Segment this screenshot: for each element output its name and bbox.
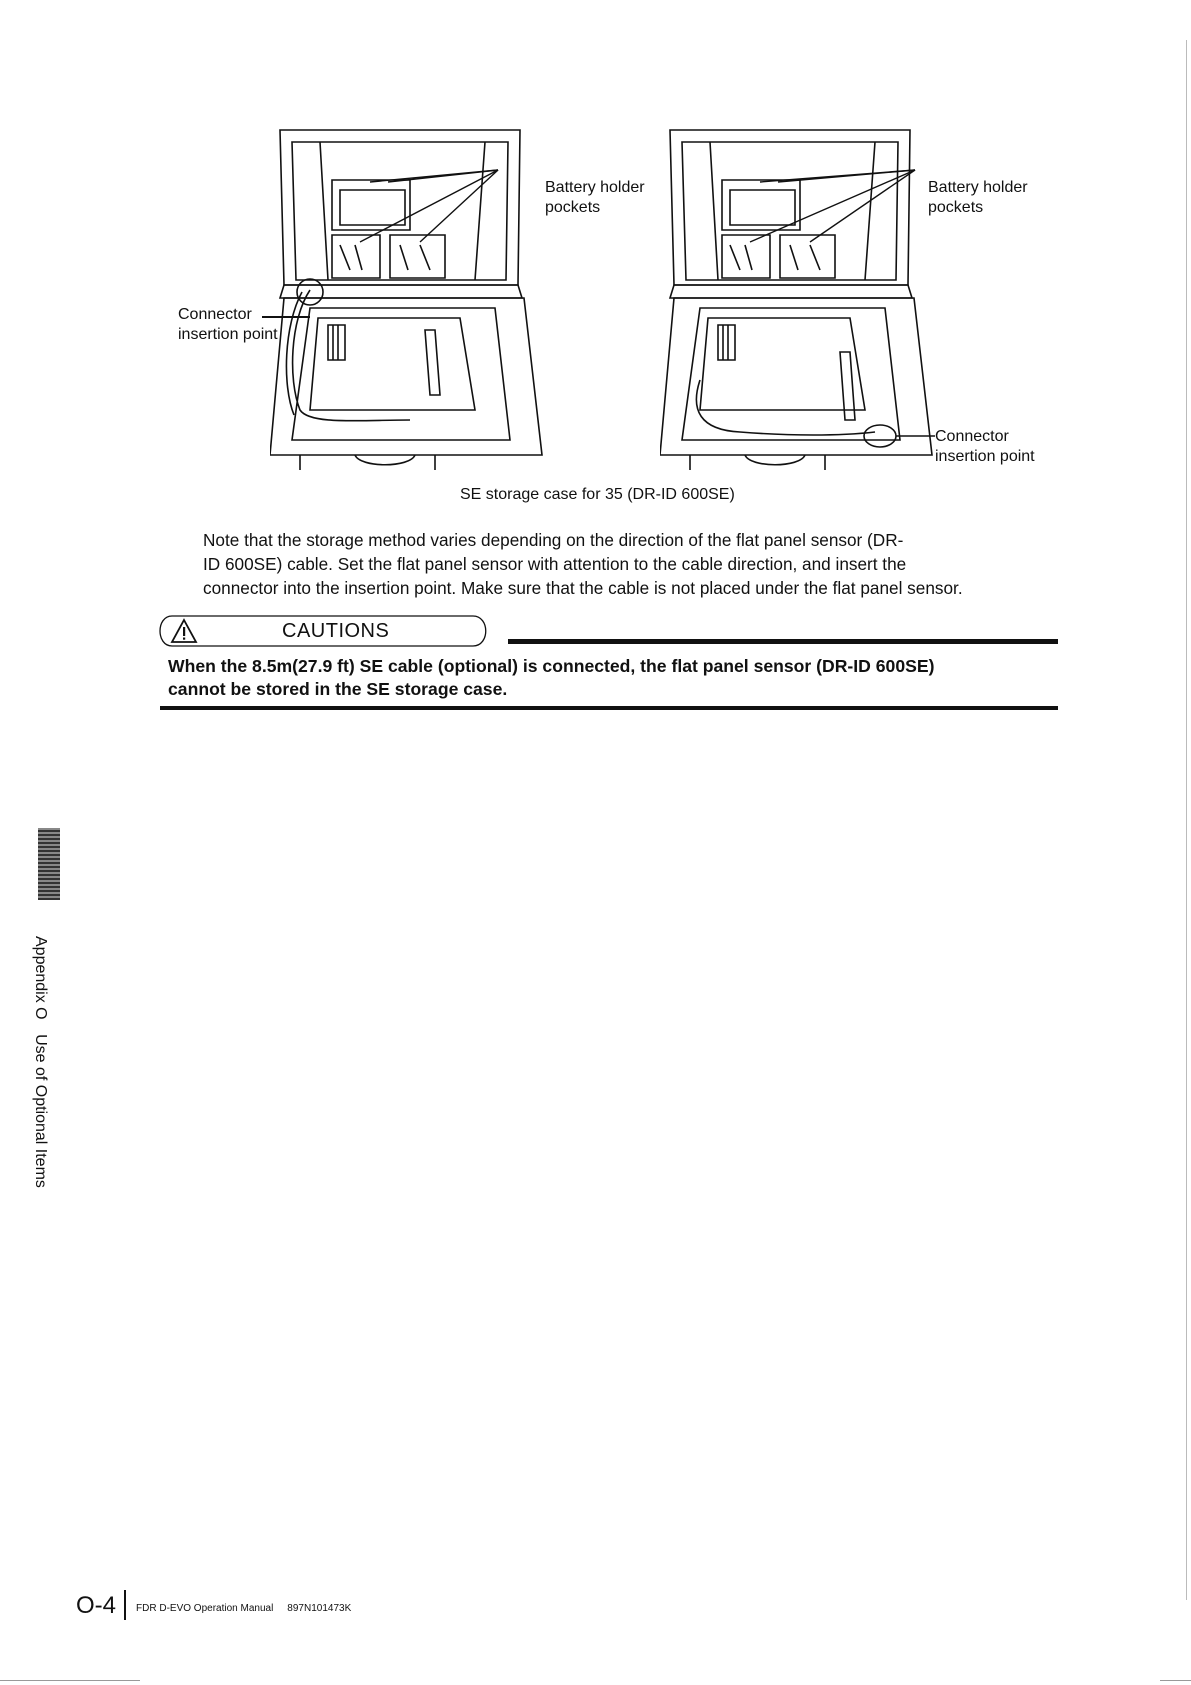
storage-case-figure-right: [660, 120, 950, 480]
battery-holder-label-right-line1: Battery holder: [928, 179, 1028, 196]
warning-triangle-icon: [170, 618, 198, 644]
section-tab-marker: [38, 828, 60, 900]
note-line-3: connector into the insertion point. Make sure that the cable is not placed under the flat panel sensor.: [203, 578, 963, 598]
page-footer: [76, 1580, 351, 1620]
right-margin-rule: [1186, 40, 1187, 1600]
battery-holder-label-right: [928, 178, 1028, 218]
connector-label-left-line2: insertion point: [178, 326, 278, 343]
connector-label-left: [178, 305, 278, 345]
cautions-heading: [158, 614, 1058, 648]
caution-line-1: When the 8.5m(27.9 ft) SE cable (optional) is connected, the flat panel sensor (DR-ID 600SE): [168, 656, 935, 676]
connector-label-left-line1: Connector: [178, 306, 252, 323]
storage-case-figure-left: [270, 120, 550, 480]
note-paragraph: [203, 528, 1083, 600]
note-line-2: ID 600SE) cable. Set the flat panel sensor with attention to the cable direction, and insert the: [203, 554, 907, 574]
caution-body: [168, 655, 1068, 701]
figure-caption: SE storage case for 35 (DR-ID 600SE): [460, 486, 735, 503]
footer-divider: [124, 1590, 126, 1620]
connector-label-right-line1: Connector: [935, 428, 1009, 445]
bottom-edge-rule-left: [0, 1680, 140, 1681]
connector-label-right-line2: insertion point: [935, 448, 1035, 465]
page-number: O-4: [76, 1592, 117, 1619]
document-code: 897N101473K: [287, 1603, 352, 1614]
caution-line-2: cannot be stored in the SE storage case.: [168, 679, 508, 699]
battery-holder-label-right-line2: pockets: [928, 199, 984, 216]
manual-title: FDR D-EVO Operation Manual: [136, 1603, 274, 1614]
battery-holder-label-left-line1: Battery holder: [545, 179, 645, 196]
side-label-appendix: Appendix O: [32, 936, 49, 1020]
connector-label-right: [935, 427, 1035, 467]
side-label-topic: Use of Optional Items: [32, 1034, 49, 1188]
connector-leader-left: [262, 316, 310, 318]
note-line-1: Note that the storage method varies depending on the direction of the flat panel sensor (DR-: [203, 530, 904, 550]
battery-holder-label-left: [545, 178, 645, 218]
cautions-title: CAUTIONS: [282, 620, 390, 642]
caution-bottom-rule: [160, 706, 1058, 710]
battery-holder-label-left-line2: pockets: [545, 199, 601, 216]
bottom-edge-rule-right: [1160, 1680, 1191, 1681]
section-side-label: [31, 936, 49, 1198]
